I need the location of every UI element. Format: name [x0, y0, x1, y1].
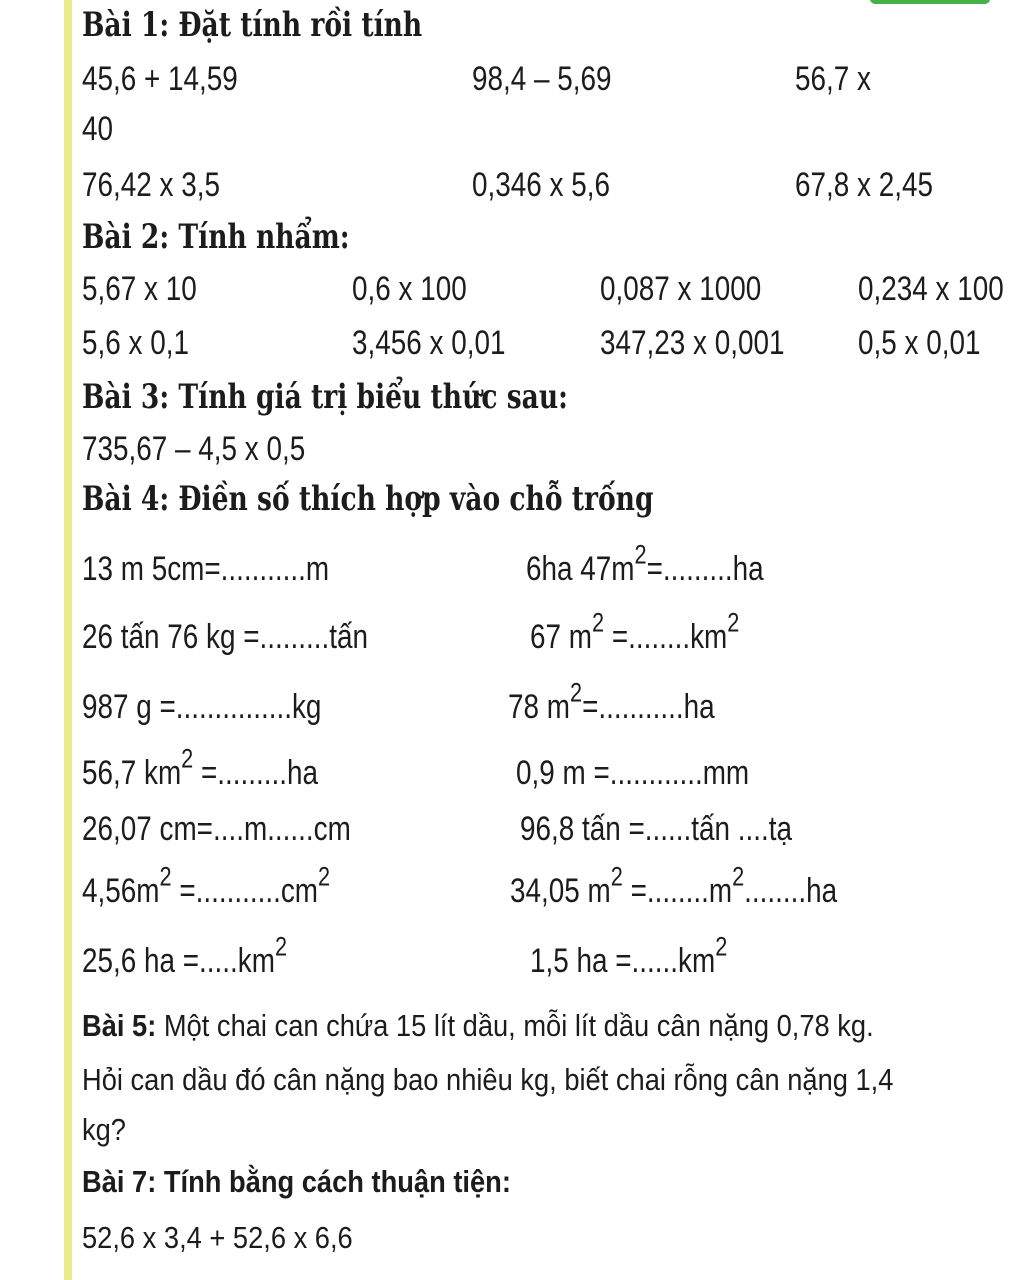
corner-tab-shape: [870, 0, 990, 4]
bai4-item-8: 0,9 m =............mm: [516, 754, 750, 792]
bai7-title: Bài 7: Tính bằng cách thuận tiện:: [82, 1164, 511, 1199]
margin-highlight-bar: [64, 0, 72, 1280]
bai2-item-5: 5,6 x 0,1: [82, 324, 189, 362]
bai4-item-4: 67 $m^2 =........km^2$: [530, 607, 740, 656]
bai3-title: Bài 3: Tính giá trị biểu thức sau:: [82, 377, 568, 417]
bai4-item-6: 78 $m^2=...........ha$: [508, 677, 715, 726]
bai4-item-11: $4,56m^2 =...........cm^2$: [82, 861, 331, 910]
bai4-item-2: 6ha $47m^2=.........ha$: [526, 539, 764, 588]
bai4-item-12: 34,05 $m^2 =........m^2........ha$: [510, 861, 838, 910]
bai5-line-1: Bài 5: Một chai can chứa 15 lít dầu, mỗi lít dầu cân nặng 0,78 kg.: [82, 1008, 874, 1043]
bai4-item-14: 1,5 ha $=......km^2$: [530, 931, 728, 980]
bai2-item-7: 347,23 x 0,001: [600, 324, 785, 362]
bai4-item-1: 13 m 5cm=...........m: [82, 550, 330, 588]
bai1-item-4: 76,42 x 3,5: [82, 166, 220, 204]
bai2-item-2: 0,6 x 100: [352, 270, 467, 308]
bai4-item-10: 96,8 tấn =......tấn ....tạ: [520, 810, 793, 848]
bai5-line-3: kg?: [82, 1112, 126, 1147]
bai2-item-3: 0,087 x 1000: [600, 270, 762, 308]
bai1-item-1: 45,6 + 14,59: [82, 60, 238, 98]
bai4-item-3: 26 tấn 76 kg =.........tấn: [82, 618, 368, 656]
bai5-label: Bài 5:: [82, 1008, 157, 1043]
bai1-item-6: 67,8 x 2,45: [795, 166, 933, 204]
bai1-item-3-cont: 40: [82, 110, 114, 148]
bai4-item-5: 987 g =...............kg: [82, 688, 322, 726]
bai5-line-2: Hỏi can dầu đó cân nặng bao nhiêu kg, biết chai rỗng cân nặng 1,4: [82, 1062, 894, 1097]
bai2-title: Bài 2: Tính nhẩm:: [82, 217, 350, 257]
bai4-item-13: 25,6 ha $=.....km^2$: [82, 931, 288, 980]
bai1-item-5: 0,346 x 5,6: [472, 166, 610, 204]
bai3-expression: 735,67 – 4,5 x 0,5: [82, 430, 306, 468]
bai1-item-3: 56,7 x: [795, 60, 871, 98]
bai1-title: Bài 1: Đặt tính rồi tính: [82, 5, 423, 45]
bai2-item-1: 5,67 x 10: [82, 270, 197, 308]
bai4-item-7: 56,7 $km^2 =.........ha$: [82, 743, 319, 792]
bai2-item-6: 3,456 x 0,01: [352, 324, 506, 362]
bai2-item-4: 0,234 x 100: [858, 270, 1004, 308]
bai1-item-2: 98,4 – 5,69: [472, 60, 612, 98]
bai2-item-8: 0,5 x 0,01: [858, 324, 981, 362]
bai4-title: Bài 4: Điền số thích hợp vào chỗ trống: [82, 479, 654, 519]
bai7-expression: 52,6 x 3,4 + 52,6 x 6,6: [82, 1220, 353, 1255]
bai4-item-9: 26,07 cm=....m......cm: [82, 810, 351, 848]
